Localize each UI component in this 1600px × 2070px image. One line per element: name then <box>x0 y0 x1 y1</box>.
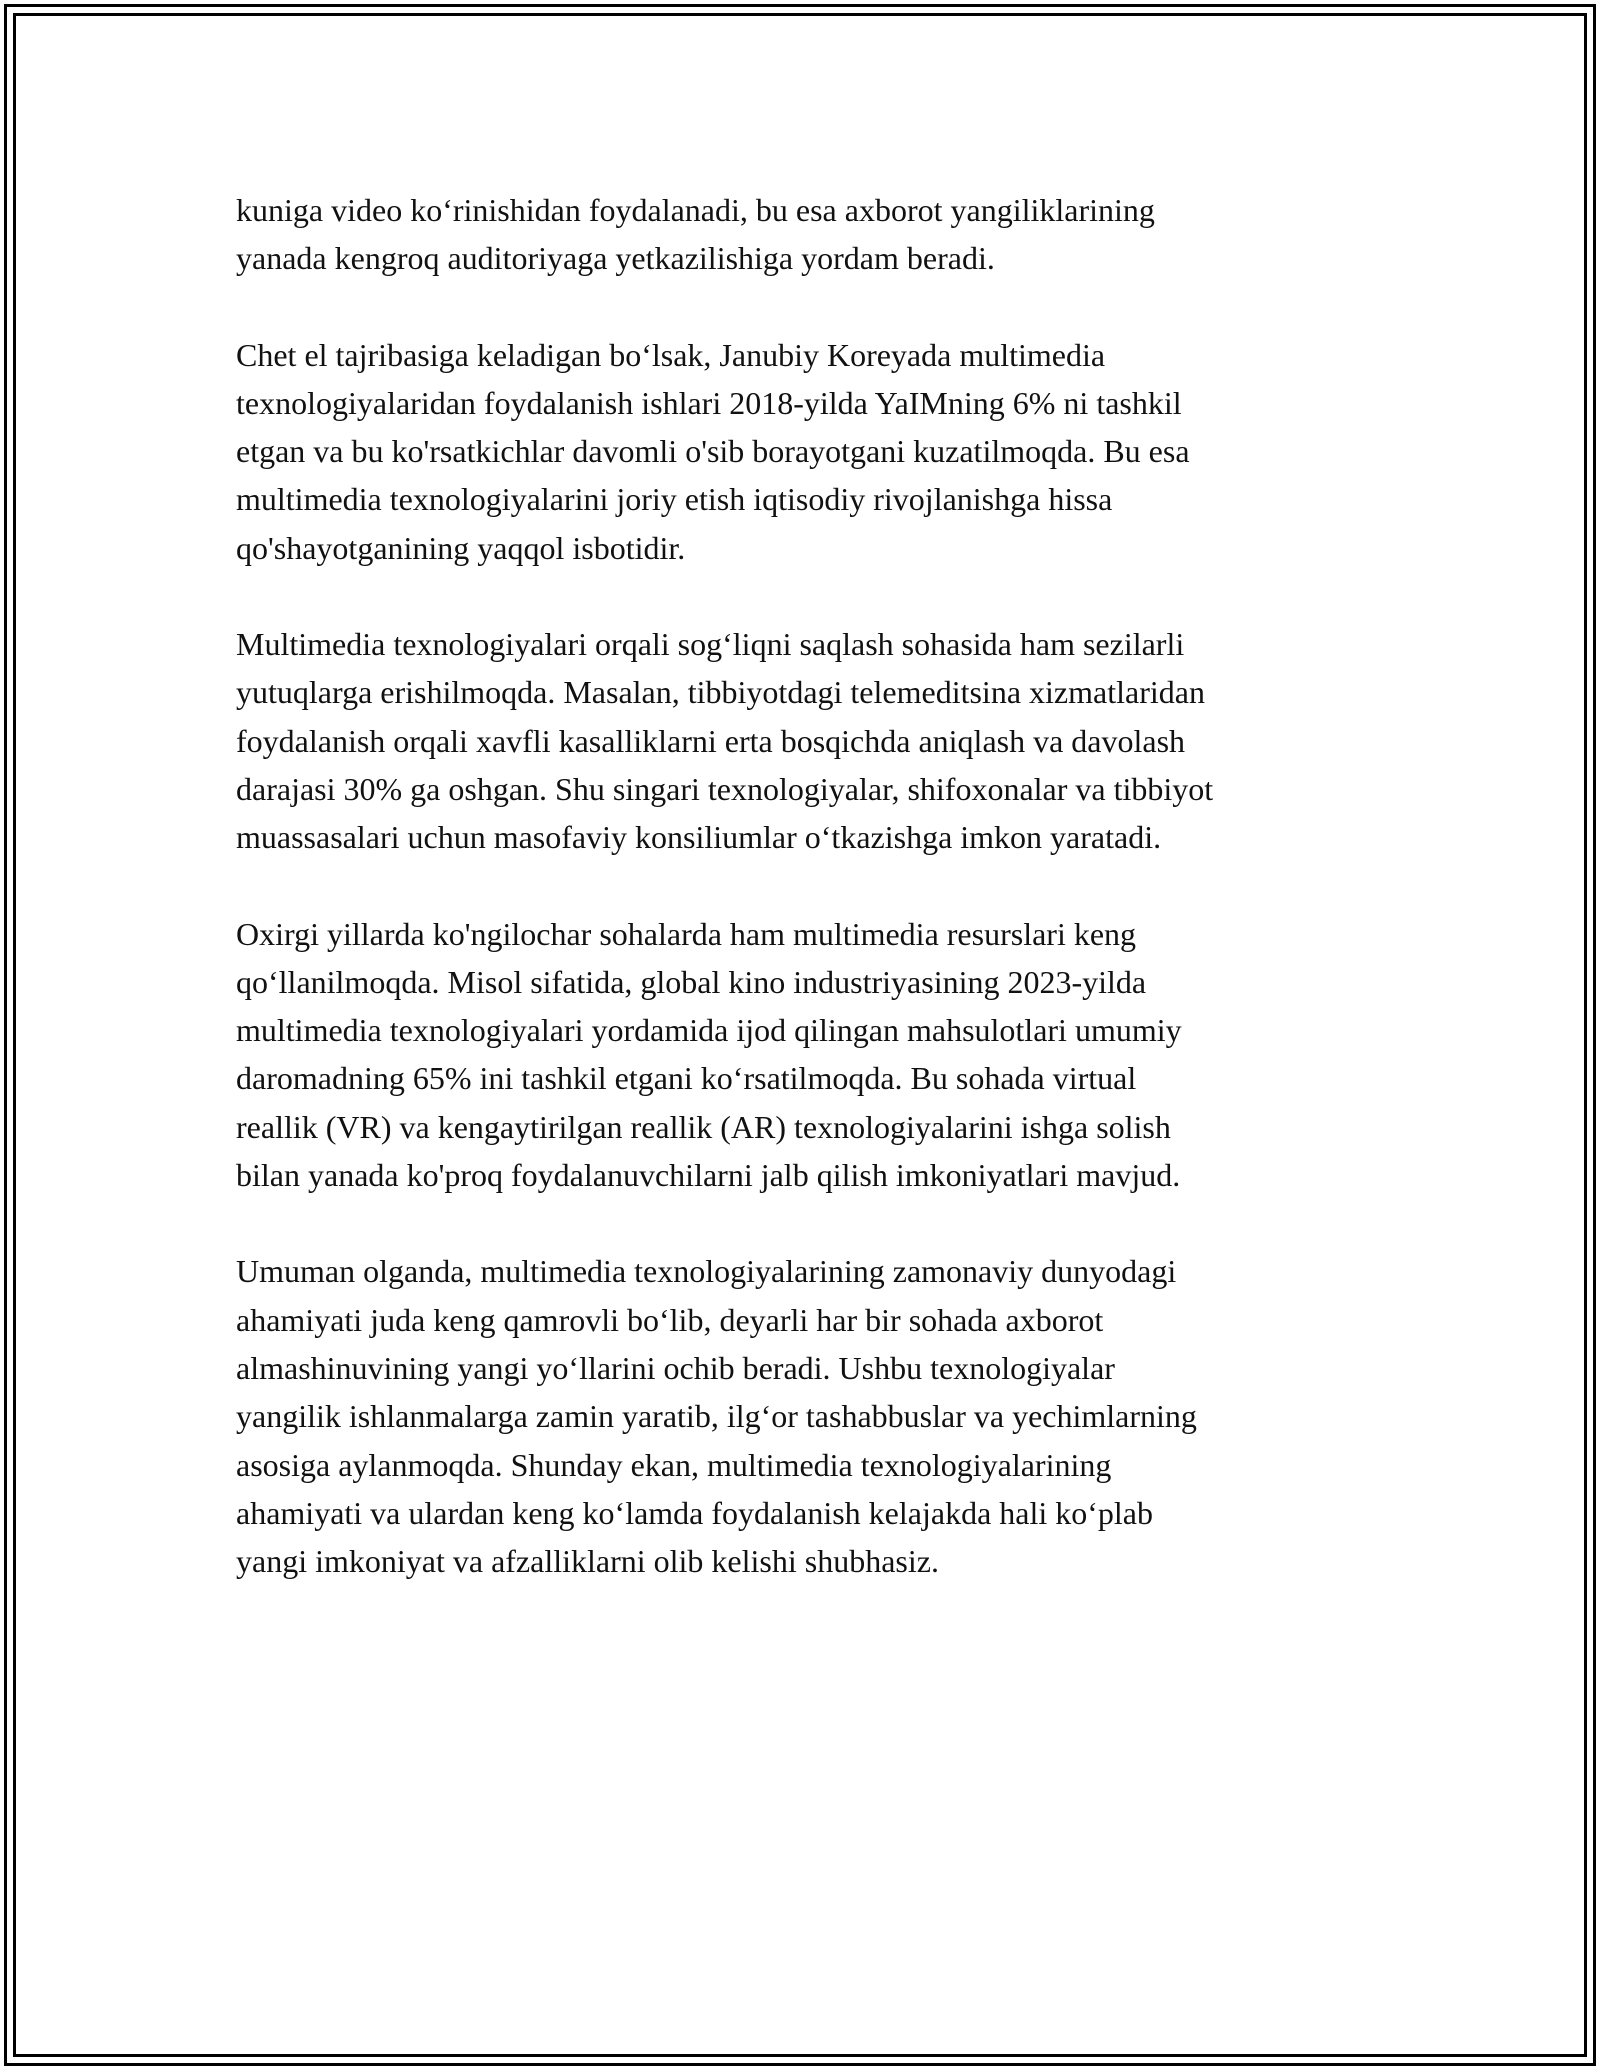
text-line: multimedia texnologiyalari yordamida ijod qilingan mahsulotlari umumiy <box>236 1012 1182 1049</box>
text-line: yutuqlarga erishilmoqda. Masalan, tibbiyotdagi telemeditsina xizmatlaridan <box>236 674 1205 711</box>
paragraph <box>236 910 1436 1200</box>
text-line: asosiga aylanmoqda. Shunday ekan, multimedia texnologiyalarining <box>236 1446 1112 1483</box>
text-line: texnologiyalaridan foydalanish ishlari 2018-yilda YaIMning 6% ni tashkil <box>236 384 1182 421</box>
text-line: yangi imkoniyat va afzalliklarni olib kelishi shubhasiz. <box>236 1543 939 1580</box>
paragraph <box>236 620 1436 861</box>
paragraph <box>236 331 1436 572</box>
text-line: almashinuvining yangi yo‘llarini ochib beradi. Ushbu texnologiyalar <box>236 1349 1115 1386</box>
text-line: muassasalari uchun masofaviy konsiliumlar o‘tkazishga imkon yaratadi. <box>236 819 1162 856</box>
text-line: reallik (VR) va kengaytirilgan reallik (AR) texnologiyalarini ishga solish <box>236 1108 1171 1145</box>
text-line: Umuman olganda, multimedia texnologiyalarining zamonaviy dunyodagi <box>236 1253 1177 1290</box>
paragraph <box>236 186 1436 283</box>
text-line: foydalanish orqali xavfli kasalliklarni erta bosqichda aniqlash va davolash <box>236 722 1186 759</box>
text-line: Chet el tajribasiga keladigan bo‘lsak, Janubiy Koreyada multimedia <box>236 336 1106 373</box>
text-line: yangilik ishlanmalarga zamin yaratib, ilg‘or tashabbuslar va yechimlarning <box>236 1398 1197 1435</box>
text-line: darajasi 30% ga oshgan. Shu singari texnologiyalar, shifoxonalar va tibbiyot <box>236 770 1214 807</box>
text-line: bilan yanada ko'proq foydalanuvchilarni jalb qilish imkoniyatlari mavjud. <box>236 1157 1181 1194</box>
text-line: daromadning 65% ini tashkil etgani ko‘rsatilmoqda. Bu sohada virtual <box>236 1060 1137 1097</box>
text-line: Multimedia texnologiyalari orqali sog‘liqni saqlash sohasida ham sezilarli <box>236 626 1185 663</box>
text-line: multimedia texnologiyalarini joriy etish iqtisodiy rivojlanishga hissa <box>236 481 1113 518</box>
text-line: ahamiyati juda keng qamrovli bo‘lib, deyarli har bir sohada axborot <box>236 1301 1104 1338</box>
text-line: qo‘llanilmoqda. Misol sifatida, global kino industriyasining 2023-yilda <box>236 963 1147 1000</box>
document-body <box>236 186 1436 1633</box>
text-line: Oxirgi yillarda ko'ngilochar sohalarda ham multimedia resurslari keng <box>236 915 1137 952</box>
text-line: kuniga video ko‘rinishidan foydalanadi, bu esa axborot yangiliklarining <box>236 192 1155 228</box>
paragraph <box>236 1247 1436 1585</box>
text-line: ahamiyati va ulardan keng ko‘lamda foydalanish kelajakda hali ko‘plab <box>236 1494 1153 1531</box>
text-line: qo'shayotganining yaqqol isbotidir. <box>236 529 686 566</box>
text-line: etgan va bu ko'rsatkichlar davomli o'sib borayotgani kuzatilmoqda. Bu esa <box>236 433 1190 470</box>
text-line: yanada kengroq auditoriyaga yetkazilishiga yordam beradi. <box>236 240 995 277</box>
